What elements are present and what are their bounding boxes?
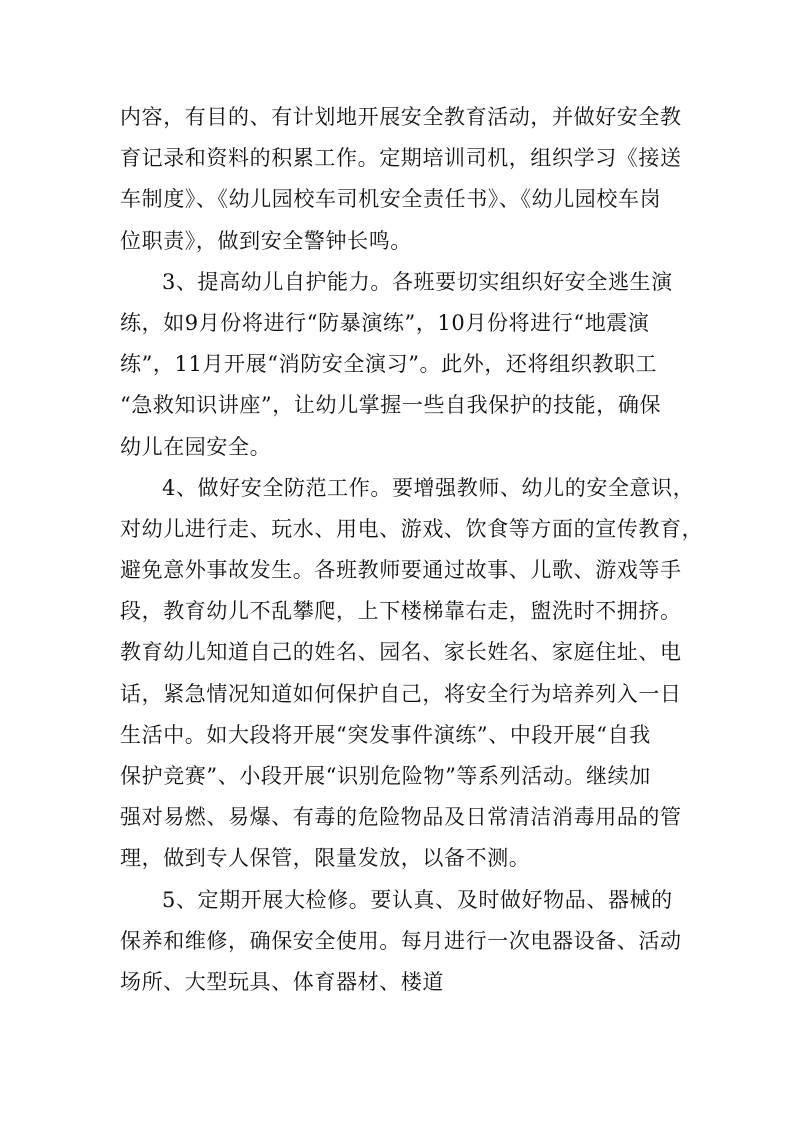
text-line: 段，教育幼儿不乱攀爬，上下楼梯靠右走，盥洗时不拥挤。	[120, 599, 682, 624]
paragraph-5-start: 5、定期开展大检修。要认真、及时做好物品、器械的	[162, 887, 673, 912]
text-line: 场所、大型玩具、体育器材、楼道	[120, 969, 444, 994]
text-line: 位职责》，做到安全警钟长鸣。	[120, 228, 412, 253]
text-line: 生活中。如大段将开展“突发事件演练”、中段开展“自我	[120, 722, 651, 747]
text-line: 避免意外事故发生。各班教师要通过故事、儿歌、游戏等手	[120, 558, 682, 583]
document-body	[120, 97, 704, 1003]
text-line: 对幼儿进行走、玩水、用电、游戏、饮食等方面的宣传教育，	[120, 516, 704, 541]
text-line: 强对易燃、易爆、有毒的危险物品及日常清洁消毒用品的管	[120, 805, 682, 830]
text-line: 练”，11月开展“消防安全演习”。此外，还将组织教职工	[120, 352, 658, 377]
text-line: 练，如9月份将进行“防暴演练”，10月份将进行“地震演	[120, 310, 650, 335]
text-line: “急救知识讲座”，让幼儿掌握一些自我保护的技能，确保	[120, 393, 662, 418]
text-line: 保养和维修，确保安全使用。每月进行一次电器设备、活动	[120, 928, 682, 953]
text-line: 话，紧急情况知道如何保护自己，将安全行为培养列入一日	[120, 681, 682, 706]
text-line: 保护竞赛”、小段开展“识别危险物”等系列活动。继续加	[120, 764, 651, 788]
text-line: 车制度》、《幼儿园校车司机安全责任书》、《幼儿园校车岗	[120, 187, 662, 212]
paragraph-3-start: 3、提高幼儿自护能力。各班要切实组织好安全逃生演	[162, 269, 673, 294]
text-line: 教育幼儿知道自己的姓名、园名、家长姓名、家庭住址、电	[120, 640, 682, 665]
paragraph-4-start: 4、做好安全防范工作。要增强教师、幼儿的安全意识，	[162, 475, 695, 500]
text-line: 内容，有目的、有计划地开展安全教育活动，并做好安全教	[120, 105, 682, 129]
text-line: 育记录和资料的积累工作。定期培训司机，组织学习《接送	[120, 146, 682, 171]
text-line: 理，做到专人保管，限量发放，以备不测。	[120, 846, 531, 871]
text-line: 幼儿在园安全。	[120, 434, 272, 459]
